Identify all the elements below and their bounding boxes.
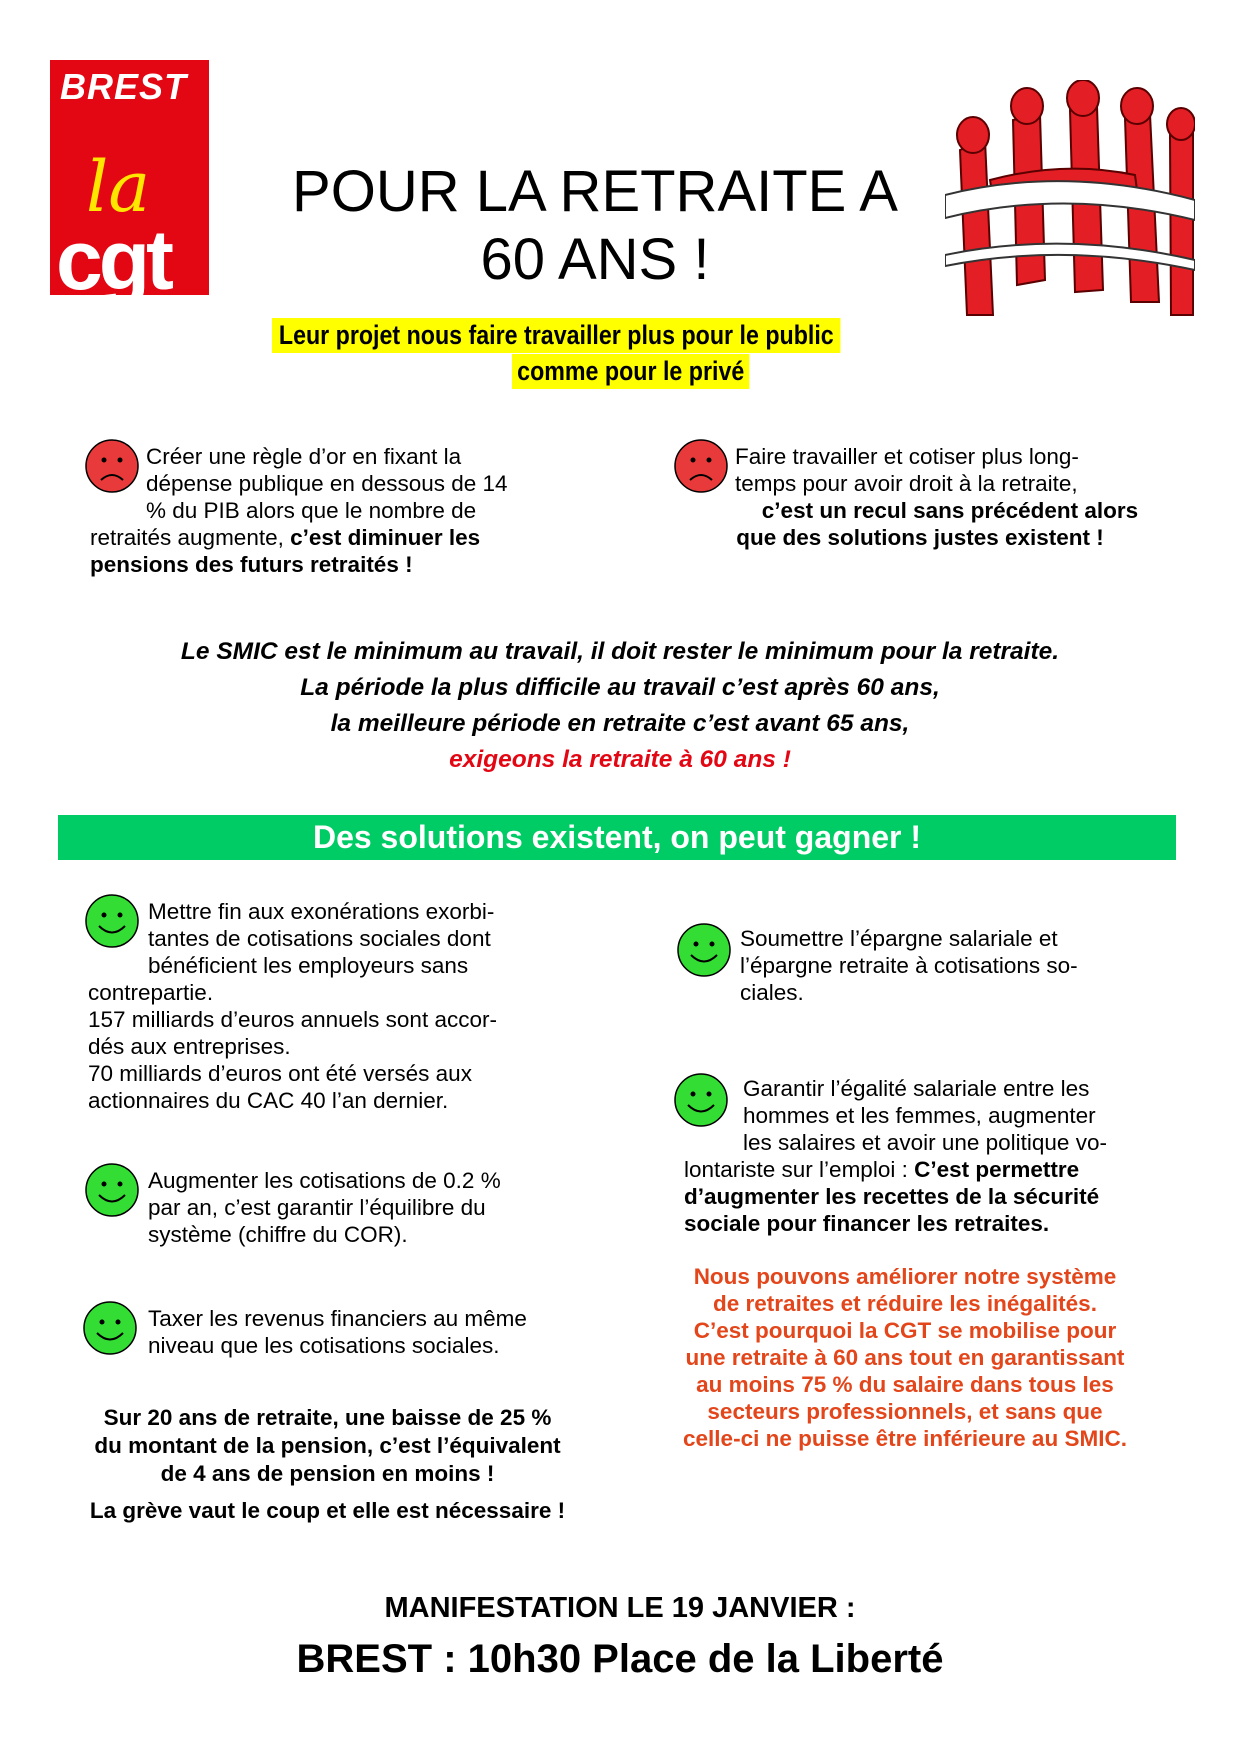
left-sad-line: % du PIB alors que le nombre de bbox=[146, 498, 477, 523]
pension-line-1: Sur 20 ans de retraite, une baisse de 25 % bbox=[103, 1405, 552, 1430]
manifestation-date: MANIFESTATION LE 19 JANVIER : bbox=[384, 1592, 856, 1624]
left-happy-3-text bbox=[148, 1305, 568, 1359]
raised-fists-illustration bbox=[945, 80, 1195, 320]
left-happy-1-line: contrepartie. bbox=[88, 980, 214, 1005]
left-sad-line5-bold: pensions des futurs retraités ! bbox=[90, 552, 413, 577]
left-sad-text-bottom bbox=[90, 524, 552, 578]
right-happy-1-line: ciales. bbox=[740, 980, 804, 1005]
red-line: secteurs professionnels, et sans que bbox=[707, 1399, 1103, 1424]
right-sad-line-3: c’est un recul sans précédent alors bbox=[761, 498, 1139, 523]
right-happy-2-line-5: d’augmenter les recettes de la sécurité bbox=[684, 1184, 1100, 1209]
smic-line-3: la meilleure période en retraite c’est avant 65 ans, bbox=[330, 710, 910, 737]
red-line: celle-ci ne puisse être inférieure au SMIC. bbox=[683, 1426, 1127, 1451]
right-sad-line-1: Faire travailler et cotiser plus long- bbox=[735, 444, 1079, 469]
page-title bbox=[245, 158, 945, 294]
red-line: Nous pouvons améliorer notre système bbox=[693, 1264, 1117, 1289]
left-sad-line4-normal: retraités augmente, bbox=[90, 525, 291, 550]
right-happy-2-line-4-normal: lontariste sur l’emploi : bbox=[684, 1157, 915, 1182]
title-line-2: 60 ANS ! bbox=[480, 227, 710, 292]
happy-face-icon bbox=[84, 893, 140, 949]
right-happy-2-bottom bbox=[684, 1156, 1158, 1237]
sad-face-icon bbox=[673, 438, 729, 494]
red-line: de retraites et réduire les inégalités. bbox=[713, 1291, 1097, 1316]
left-happy-1-line: tantes de cotisations sociales dont bbox=[148, 926, 491, 951]
left-happy-1-line: Mettre fin aux exonérations exorbi- bbox=[148, 899, 495, 924]
left-happy-1-bottom bbox=[88, 979, 553, 1114]
smic-line-1: Le SMIC est le minimum au travail, il doit rester le minimum pour la retraite. bbox=[180, 638, 1060, 665]
left-happy-1-line: bénéficient les employeurs sans bbox=[148, 953, 469, 978]
right-happy-2-line-1: Garantir l’égalité salariale entre les bbox=[743, 1076, 1090, 1101]
left-happy-2-line: par an, c’est garantir l’équilibre du bbox=[148, 1195, 486, 1220]
left-happy-2-text bbox=[148, 1167, 553, 1248]
left-happy-2-line: Augmenter les cotisations de 0.2 % bbox=[148, 1168, 501, 1193]
red-line: C’est pourquoi la CGT se mobilise pour bbox=[693, 1318, 1117, 1343]
title-line-1: POUR LA RETRAITE A bbox=[292, 159, 898, 224]
left-sad-line: dépense publique en dessous de 14 bbox=[146, 471, 508, 496]
manifestation-place: BREST : 10h30 Place de la Liberté bbox=[296, 1637, 944, 1681]
left-sad-line: Créer une règle d’or en fixant la bbox=[146, 444, 462, 469]
right-sad-line-2: temps pour avoir droit à la retraite, bbox=[735, 471, 1078, 496]
right-sad-text-bottom bbox=[680, 497, 1160, 551]
left-happy-3-line: Taxer les revenus financiers au même bbox=[148, 1306, 527, 1331]
red-line: au moins 75 % du salaire dans tous les bbox=[696, 1372, 1114, 1397]
happy-face-icon bbox=[82, 1300, 138, 1356]
logo-la: la bbox=[86, 146, 151, 228]
left-sad-line4-bold: c’est diminuer les bbox=[290, 525, 481, 550]
left-happy-1-line: 70 milliards d’euros ont été versés aux bbox=[88, 1061, 472, 1086]
logo-cgt: cgt bbox=[56, 213, 170, 307]
right-sad-text-top bbox=[735, 443, 1155, 497]
logo-city: BREST bbox=[60, 66, 188, 107]
smic-line-4: exigeons la retraite à 60 ans ! bbox=[449, 746, 791, 773]
right-happy-1-line: l’épargne retraite à cotisations so- bbox=[740, 953, 1078, 978]
cgt-mobilisation-statement bbox=[645, 1263, 1165, 1452]
right-happy-2-line-6: sociale pour financer les retraites. bbox=[684, 1211, 1050, 1236]
happy-face-icon bbox=[673, 1072, 729, 1128]
strike-statement: La grève vaut le coup et elle est nécessaire ! bbox=[89, 1498, 566, 1523]
left-happy-1-top bbox=[148, 898, 553, 979]
subtitle-line-1: Leur projet nous faire travailler plus pour le public bbox=[272, 318, 841, 353]
left-happy-1-line: actionnaires du CAC 40 l’an dernier. bbox=[88, 1088, 449, 1113]
left-happy-1-line: 157 milliards d’euros annuels sont accor- bbox=[88, 1007, 497, 1032]
right-sad-line-4: que des solutions justes existent ! bbox=[736, 525, 1104, 550]
left-happy-2-line: système (chiffre du COR). bbox=[148, 1222, 408, 1247]
right-happy-2-line-4-bold: C’est permettre bbox=[914, 1157, 1080, 1182]
left-happy-3-line: niveau que les cotisations sociales. bbox=[148, 1333, 500, 1358]
red-line: une retraite à 60 ans tout en garantissant bbox=[685, 1345, 1125, 1370]
solutions-banner: Des solutions existent, on peut gagner ! bbox=[58, 815, 1176, 860]
smic-line-2: La période la plus difficile au travail c’est après 60 ans, bbox=[300, 674, 940, 701]
cgt-logo bbox=[50, 60, 209, 307]
right-happy-1-line: Soumettre l’épargne salariale et bbox=[740, 926, 1058, 951]
right-happy-2-top bbox=[743, 1075, 1158, 1156]
right-happy-2-line-2: hommes et les femmes, augmenter bbox=[743, 1103, 1096, 1128]
pension-line-3: de 4 ans de pension en moins ! bbox=[160, 1461, 495, 1486]
smic-statement bbox=[60, 634, 1180, 778]
happy-face-icon bbox=[84, 1162, 140, 1218]
sad-face-icon bbox=[84, 438, 140, 494]
pension-loss-statement bbox=[60, 1404, 595, 1488]
happy-face-icon bbox=[676, 922, 732, 978]
subtitle-line-2: comme pour le privé bbox=[512, 354, 749, 389]
left-sad-text-top bbox=[146, 443, 552, 524]
pension-line-2: du montant de la pension, c’est l’équivalent bbox=[94, 1433, 561, 1458]
right-happy-2-line-3: les salaires et avoir une politique vo- bbox=[743, 1130, 1107, 1155]
left-happy-1-line: dés aux entreprises. bbox=[88, 1034, 291, 1059]
right-happy-1-text bbox=[740, 925, 1158, 1006]
